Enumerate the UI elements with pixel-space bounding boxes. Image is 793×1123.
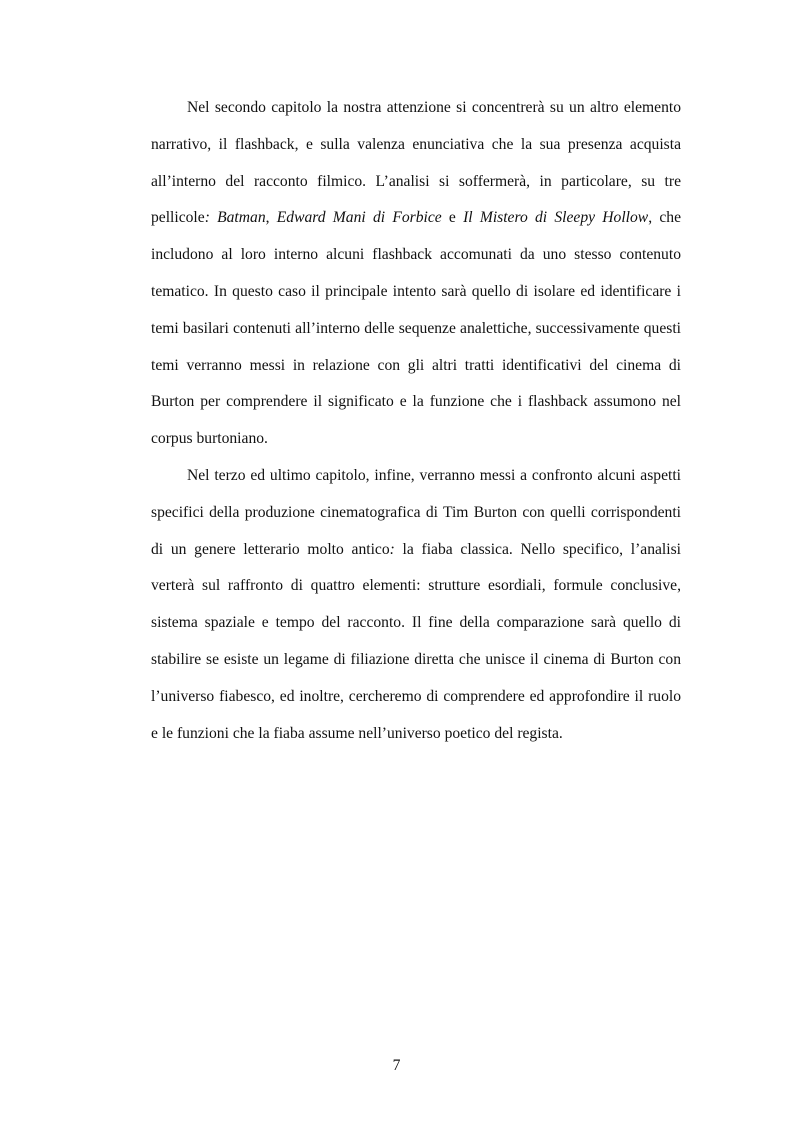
paragraph-1-italic-title: Il Mistero di Sleepy Hollow [463, 209, 649, 227]
body-text [151, 90, 681, 752]
paragraph-1 [151, 90, 681, 458]
paragraph-2-segment: la fiaba classica. Nello specifico, l’analisi verterà sul raffronto di quattro elementi: strutture esordiali, formule conclusive, sistema spaziale e tempo del racconto. Il fine della comparazione sarà quello di stabilire se esiste un legame di filiazione diretta che unisce il cinema di Burton con l’universo fiabesco, ed inoltre, cercheremo di comprendere ed approfondire il ruolo e le funzioni che la fiaba assume nell’universo poetico del regista. [151, 540, 681, 742]
paragraph-1-italic-title: Edward Mani di Forbice [276, 209, 442, 227]
paragraph-2-segment: Nel terzo ed ultimo capitolo, infine, verranno messi a confronto alcuni aspetti specifici della produzione cinematografica di Tim Burton con quelli corrispondenti di un genere letterario molto antico [151, 466, 681, 558]
paragraph-1-segment: , [265, 209, 277, 227]
paragraph-1-italic-title: : Batman [204, 209, 266, 227]
paragraph-1-segment: Nel secondo capitolo la nostra attenzione si concentrerà su un altro elemento narrativo, il flashback, e sulla valenza enunciativa che la sua presenza acquista all’interno del racconto filmico. L’analisi si soffermerà, in particolare, su tre pellicole [151, 99, 681, 227]
page-number: 7 [392, 1057, 401, 1074]
paragraph-1-segment: , che includono al loro interno alcuni flashback accomunati da uno stesso contenuto tematico. In questo caso il principale intento sarà quello di isolare ed identificare i temi basilari contenuti all’interno delle sequenze analettiche, successivamente questi temi verranno messi in relazione con gli altri tratti identificativi del cinema di Burton per comprendere il significato e la funzione che i flashback assumono nel corpus burtoniano. [151, 209, 681, 448]
paragraph-1-segment: e [441, 209, 464, 227]
paragraph-2-italic-colon: : [389, 540, 395, 558]
paragraph-2 [151, 458, 681, 752]
